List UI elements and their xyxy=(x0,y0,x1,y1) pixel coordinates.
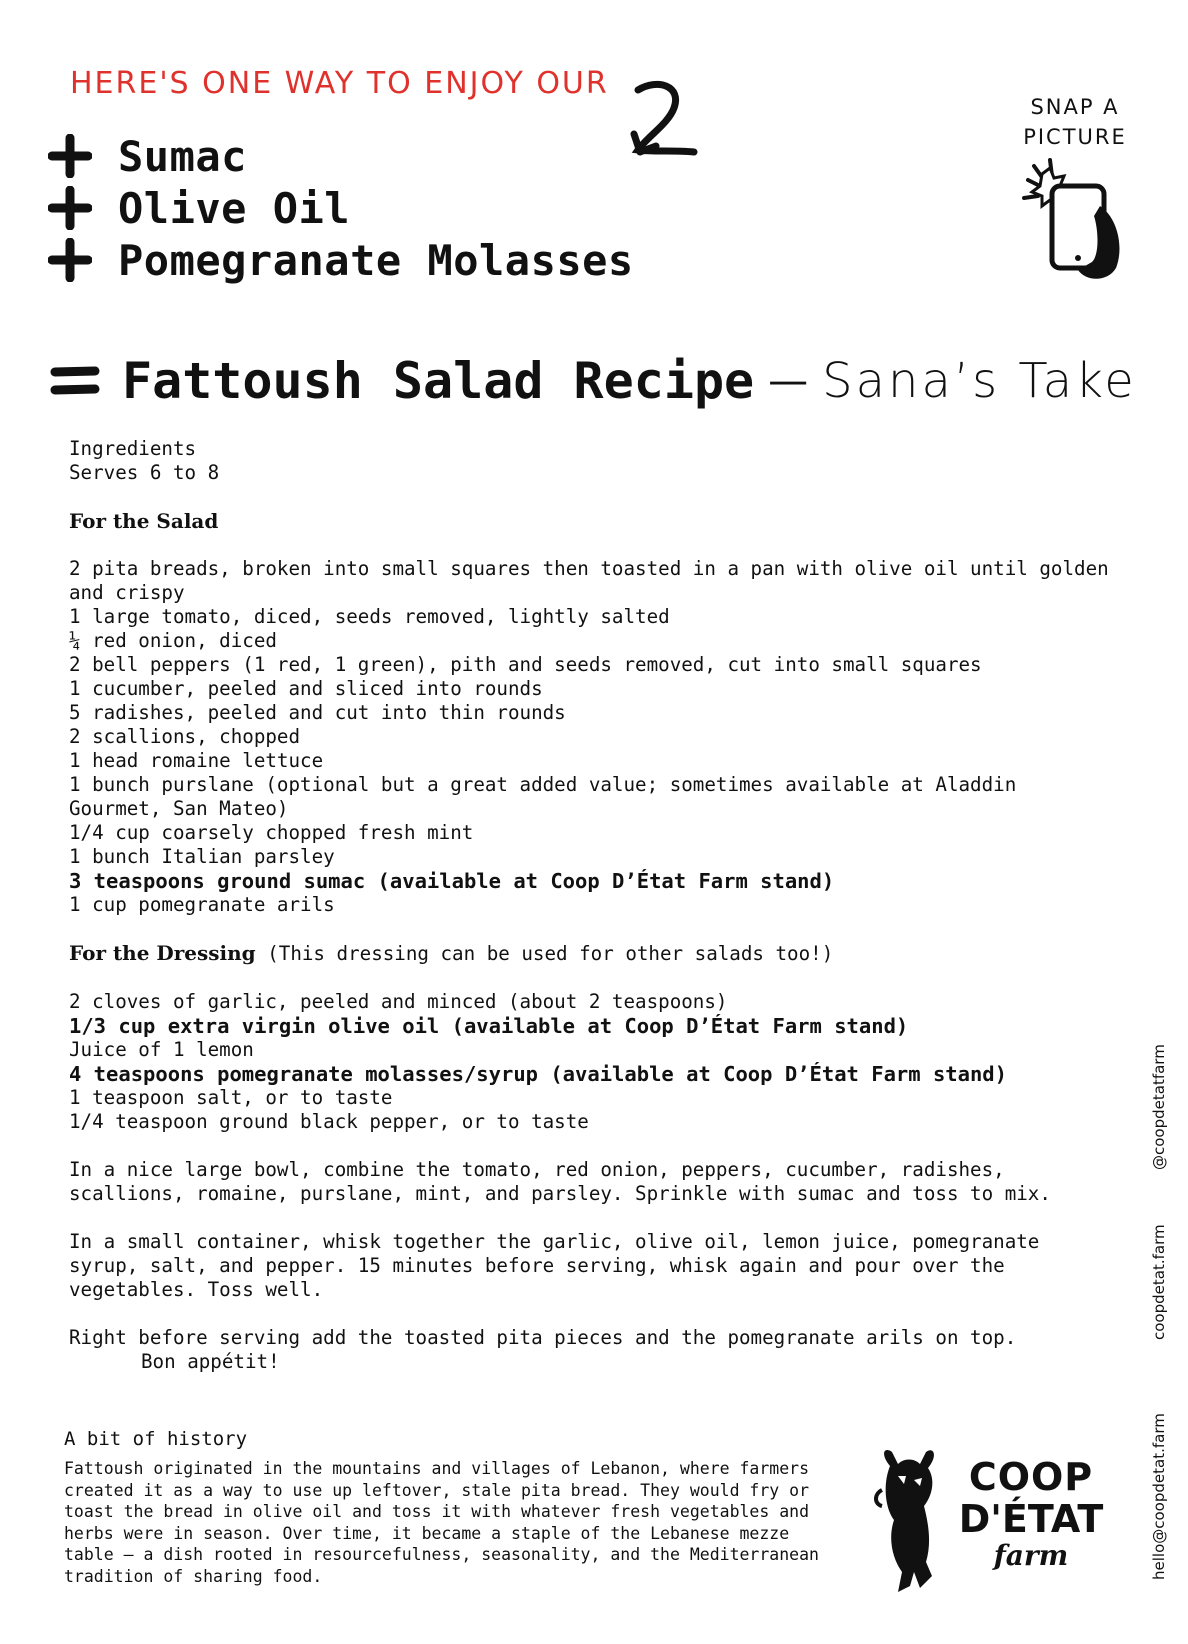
product-list xyxy=(48,130,634,286)
step-2: In a small container, whisk together the garlic, olive oil, lemon juice, pomegranate syrup, salt, and pepper. 15 minutes before serving, whisk again and pour over the vegetables. Toss well. xyxy=(69,1230,1051,1301)
snap-a-picture xyxy=(1010,92,1140,152)
dressing-ingredient-list xyxy=(69,990,1109,1134)
logo xyxy=(956,1456,1106,1572)
list-item: 2 bell peppers (1 red, 1 green), pith and seeds removed, cut into small squares xyxy=(69,653,982,676)
plus-icon xyxy=(48,238,92,282)
phone-camera-icon xyxy=(1020,158,1130,283)
logo-line-3: farm xyxy=(993,1539,1069,1572)
list-item: 1 head romaine lettuce xyxy=(69,749,324,772)
product-label: Sumac xyxy=(118,131,247,181)
product-label: Olive Oil xyxy=(118,183,351,233)
salad-heading: For the Salad xyxy=(69,509,219,533)
history-section xyxy=(64,1428,834,1587)
title-subtitle: Sana’s Take xyxy=(822,353,1137,409)
email-link[interactable]: hello@coopdetat.farm xyxy=(1150,1413,1168,1580)
ingredients-label: Ingredients xyxy=(69,437,197,460)
list-item: 1 cup pomegranate arils xyxy=(69,893,335,916)
tagline: HERE'S ONE WAY TO ENJOY OUR xyxy=(70,66,609,101)
list-item: 1 cucumber, peeled and sliced into rounds xyxy=(69,677,543,700)
title-main: Fattoush Salad Recipe xyxy=(122,352,755,410)
recipe-title xyxy=(50,352,1137,410)
snap-line-1: SNAP A xyxy=(1030,95,1120,119)
list-item: 5 radishes, peeled and cut into thin rounds xyxy=(69,701,566,724)
curved-arrow-icon xyxy=(630,80,702,164)
list-item-featured: 4 teaspoons pomegranate molasses/syrup (available at Coop D’État Farm stand) xyxy=(69,1062,1007,1086)
list-item-featured: 3 teaspoons ground sumac (available at Coop D’État Farm stand) xyxy=(69,869,835,893)
serves-text: Serves 6 to 8 xyxy=(69,461,220,484)
step-1: In a nice large bowl, combine the tomato, red onion, peppers, cucumber, radishes, scallions, romaine, purslane, mint, and parsley. Sprinkle with sumac and toss to mix. xyxy=(69,1158,1051,1205)
equals-icon xyxy=(50,363,100,399)
list-item: 2 pita breads, broken into small squares then toasted in a pan with olive oil until golden and crispy xyxy=(69,557,1121,604)
list-item: 2 cloves of garlic, peeled and minced (about 2 teaspoons) xyxy=(69,990,728,1013)
sign-off: Bon appétit! xyxy=(141,1350,280,1373)
dressing-heading: For the Dressing xyxy=(69,941,256,965)
salad-ingredient-list xyxy=(69,557,1121,917)
website-link[interactable]: coopdetat.farm xyxy=(1150,1224,1168,1340)
history-title: A bit of history xyxy=(64,1428,248,1450)
list-item: 1 large tomato, diced, seeds removed, lightly salted xyxy=(69,605,670,628)
list-item: 1/4 cup coarsely chopped fresh mint xyxy=(69,821,474,844)
step-3: Right before serving add the toasted pita pieces and the pomegranate arils on top. xyxy=(69,1326,1017,1349)
list-item: Juice of 1 lemon xyxy=(69,1038,254,1061)
list-item: 1 teaspoon salt, or to taste xyxy=(69,1086,393,1109)
plus-icon xyxy=(48,134,92,178)
instagram-handle: @coopdetatfarm xyxy=(1150,1044,1168,1170)
recipe-body xyxy=(69,437,1121,1374)
goat-logo-icon xyxy=(870,1446,960,1596)
product-item-pomegranate-molasses xyxy=(48,234,634,286)
logo-line-1: COOP xyxy=(968,1455,1094,1499)
product-item-sumac xyxy=(48,130,634,182)
list-item: 1 bunch Italian parsley xyxy=(69,845,335,868)
logo-line-2: D'ÉTAT xyxy=(958,1497,1104,1541)
product-item-olive-oil xyxy=(48,182,634,234)
dressing-heading-row xyxy=(69,941,1109,966)
dressing-note: (This dressing can be used for other salads too!) xyxy=(255,942,834,965)
title-dash: — xyxy=(768,358,809,404)
list-item: 1 bunch purslane (optional but a great added value; sometimes available at Aladdin Gourmet, San Mateo) xyxy=(69,773,1028,820)
history-body: Fattoush originated in the mountains and villages of Lebanon, where farmers created it as a way to use up leftover, stale pita bread. They would fry or toast the bread in olive oil and toss it with whatever fresh vegetables and herbs were in season. Over time, it became a staple of the Lebanese mezze table — a dish rooted in resourcefulness, seasonality, and the Mediterranean tradition of sharing food. xyxy=(64,1459,819,1586)
plus-icon xyxy=(48,186,92,230)
list-item: 2 scallions, chopped xyxy=(69,725,301,748)
list-item-featured: 1/3 cup extra virgin olive oil (available at Coop D’État Farm stand) xyxy=(69,1014,909,1038)
list-item: ¼ red onion, diced xyxy=(69,629,277,652)
product-label: Pomegranate Molasses xyxy=(118,235,634,285)
list-item: 1/4 teaspoon ground black pepper, or to taste xyxy=(69,1110,589,1133)
snap-line-2: PICTURE xyxy=(1023,125,1127,149)
